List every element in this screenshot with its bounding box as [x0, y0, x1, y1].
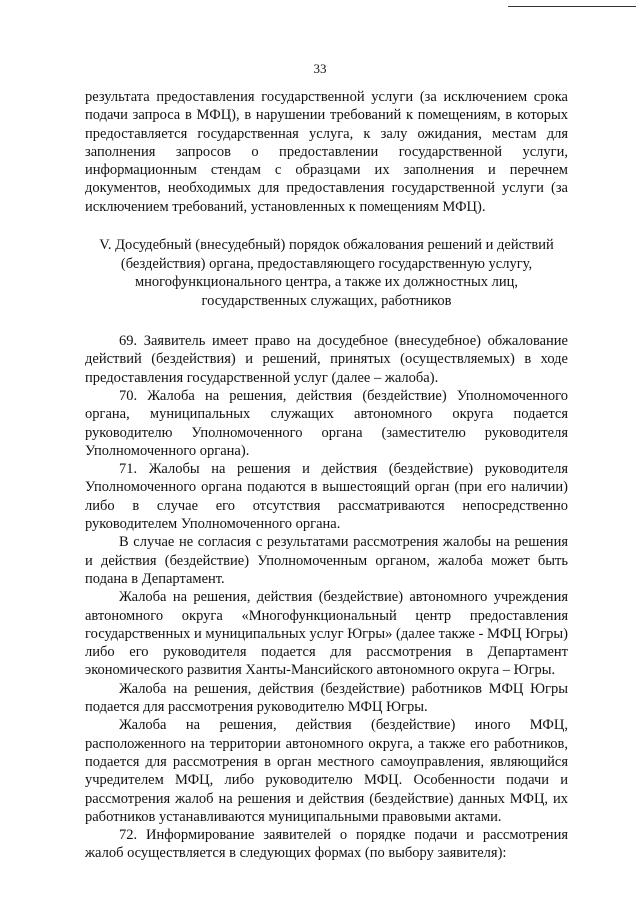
paragraph-72: 72. Информирование заявителей о порядке подачи и рассмотрения жалоб осуществляется в следующих формах (по выбору заявителя):	[85, 827, 568, 862]
intro-paragraph: результата предоставления государственной услуги (за исключением срока подачи запроса в МФЦ), в нарушении требований к помещениям, в которых предоставляется государственная услуга, к залу ожидания, местам для заполнения запросов о предоставлении государственной услуги, информационным стендам с образцами их заполнения и перечнем документов, необходимых для предоставления государственной услуги (за исключением требований, установленных к помещениям МФЦ).	[85, 89, 568, 215]
paragraph-mfc-ugra: Жалоба на решения, действия (бездействие) автономного учреждения автономного округа «Многофункциональный центр предоставления государственных и муниципальных услуг Югры» (далее также - МФЦ Югры) либо его руководителя подается для рассмотрения в Департамент экономического развития Ханты-Мансийского автономного округа – Югры.	[85, 589, 568, 679]
paragraph-mfc-workers: Жалоба на решения, действия (бездействие) работников МФЦ Югры подается для рассмотрения руководителю МФЦ Югры.	[85, 680, 568, 716]
paragraph-69: 69. Заявитель имеет право на досудебное (внесудебное) обжалование действий (бездействия) и решений, принятых (осуществляемых) в ходе предоставления государственной услуг (далее – жалоба).	[85, 333, 568, 386]
paragraph-71: 71. Жалобы на решения и действия (бездействие) руководителя Уполномоченного органа подаются в вышестоящий орган (при его наличии) либо в случае его отсутствия рассматриваются непосредственно руководителем Уполномоченного органа.	[85, 461, 568, 533]
paragraph-other-mfc: Жалоба на решения, действия (бездействие) иного МФЦ, расположенного на территории автономного округа, а также его работников, подается для рассмотрения в орган местного самоуправления, являющийся учредителем МФЦ, либо руководителю МФЦ. Особенности подачи и рассмотрения жалоб на решения и действия (бездействие) данных МФЦ, их работников устанавливаются муниципальными правовыми актами.	[85, 717, 568, 825]
page-number: 33	[313, 61, 327, 76]
document-body	[85, 88, 568, 863]
paragraph-disagreement: В случае не согласия с результатами рассмотрения жалобы на решения и действия (бездействие) Уполномоченным органом, жалоба может быть подана в Департамент.	[85, 534, 568, 587]
paragraph-70: 70. Жалоба на решения, действия (бездействие) Уполномоченного органа, муниципальных служащих автономного округа подается руководителю Уполномоченного органа (заместителю руководителя Уполномоченного органа).	[85, 387, 568, 459]
top-rule	[508, 6, 636, 7]
section-heading: V. Досудебный (внесудебный) порядок обжалования решений и действий (бездействия) органа, предоставляющего государственную услугу, многофункционального центра, а также их должностных лиц, государственных служащих, работников	[99, 237, 554, 309]
